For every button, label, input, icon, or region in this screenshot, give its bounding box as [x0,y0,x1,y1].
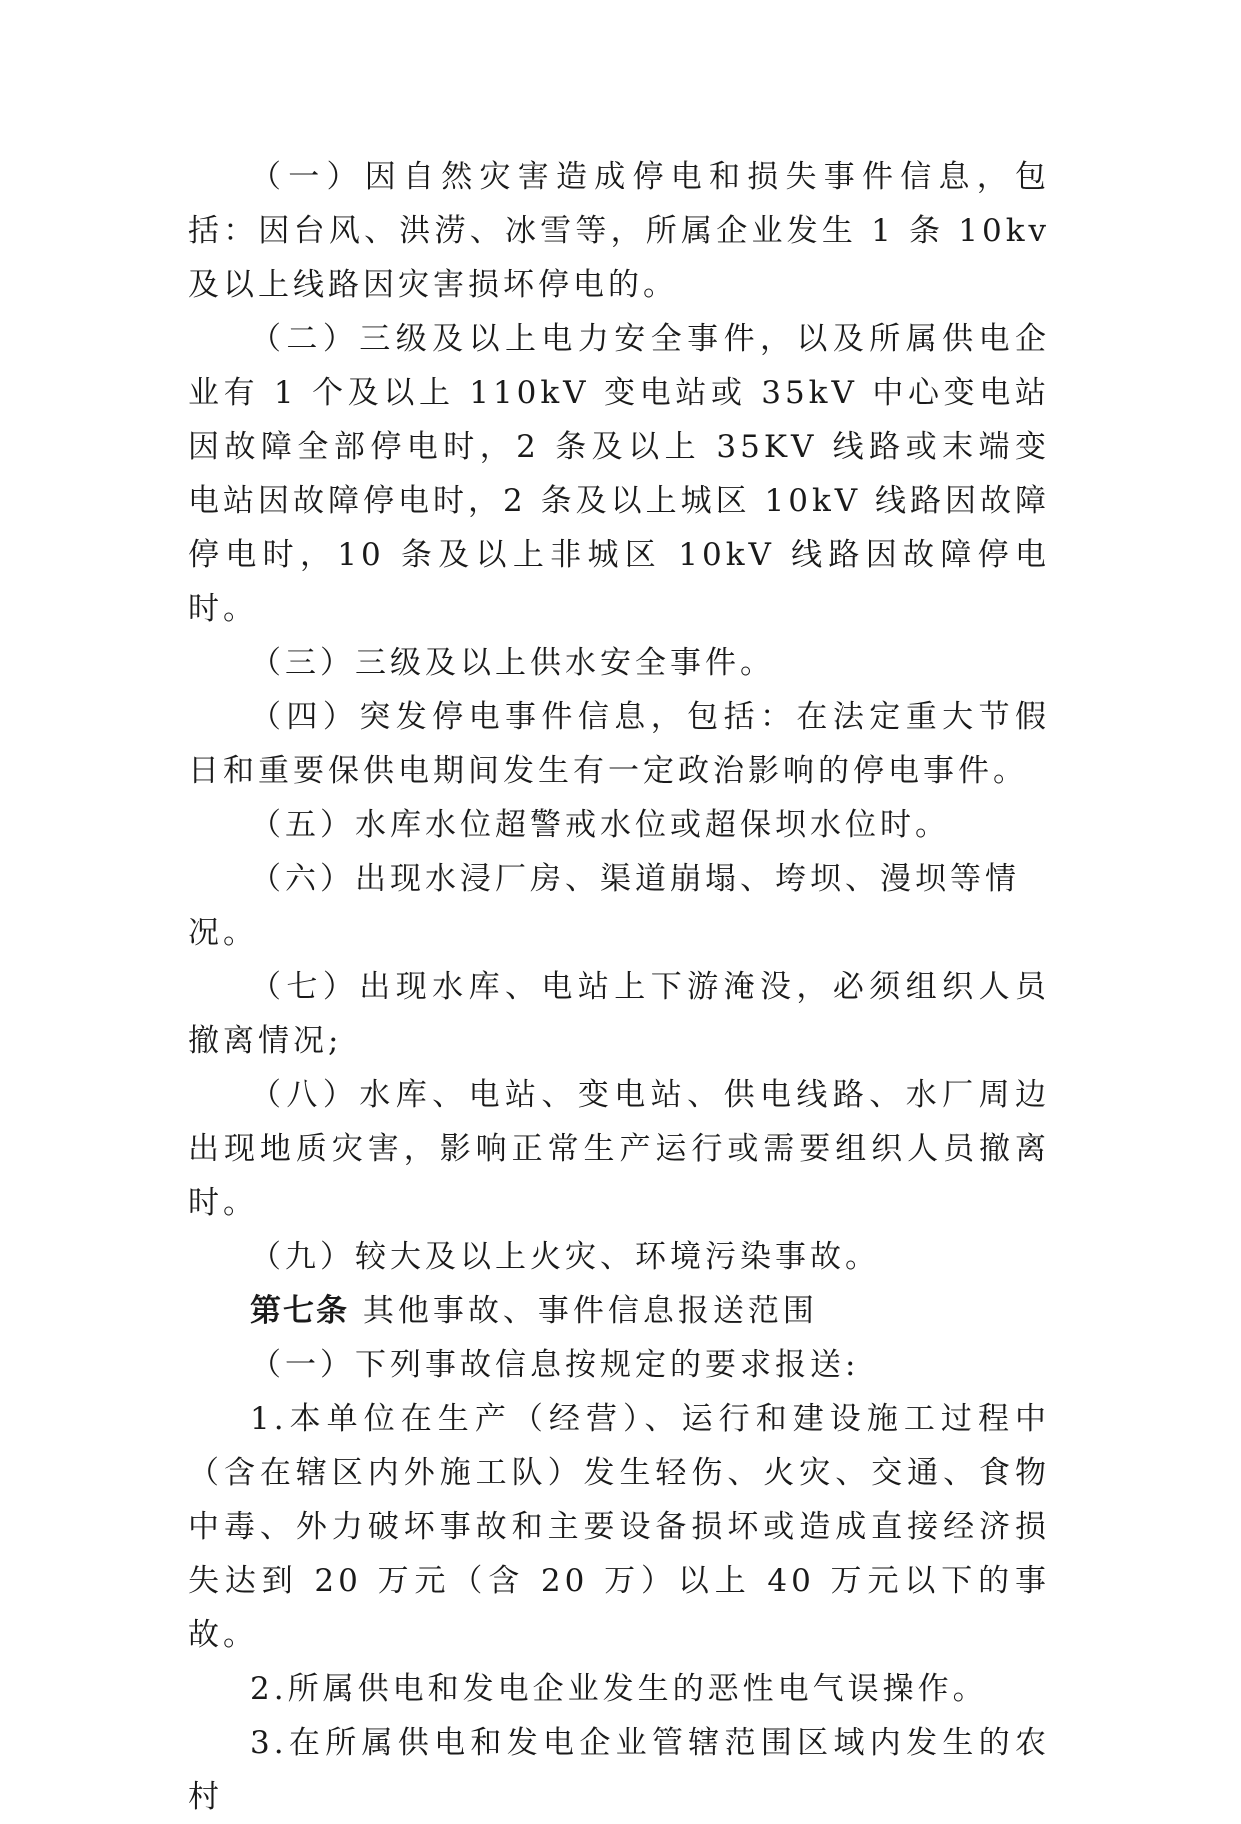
paragraph-evacuation: （七）出现水库、电站上下游淹没，必须组织人员撤离情况; [188,969,1050,1059]
paragraph-sudden-outage: （四）突发停电事件信息，包括：在法定重大节假日和重要保供电期间发生有一定政治影响的停电事件。 [188,699,1050,789]
paragraph-item-2: 2.所属供电和发电企业发生的恶性电气误操作。 [250,1671,988,1707]
document-body [188,150,1050,1824]
paragraph-water-supply-event: （三）三级及以上供水安全事件。 [250,645,775,681]
article-title: 其他事故、事件信息报送范围 [362,1293,818,1329]
article-heading: 第七条 [250,1293,349,1329]
paragraph-flooding: （六）出现水浸厂房、渠道崩塌、垮坝、漫坝等情况。 [188,861,1020,951]
paragraph-power-safety-event: （二）三级及以上电力安全事件，以及所属供电企业有 1 个及以上 110kV 变电站或 35kV 中心变电站因故障全部停电时，2 条及以上 35KV 线路或末端变电站因故障停电时，2 条及以上城区 10kV 线路因故障停电时，10 条及以上非城区 10kV 线路因故障停电时。 [188,321,1050,627]
article-seven [188,1284,1050,1338]
paragraph-geological-hazard: （八）水库、电站、变电站、供电线路、水厂周边出现地质灾害，影响正常生产运行或需要组织人员撤离时。 [188,1077,1050,1221]
paragraph-reporting-rules: （一）下列事故信息按规定的要求报送: [250,1347,860,1383]
paragraph-reservoir-level: （五）水库水位超警戒水位或超保坝水位时。 [250,807,950,843]
paragraph-fire-pollution: （九）较大及以上火灾、环境污染事故。 [250,1239,880,1275]
paragraph-item-3: 3.在所属供电和发电企业管辖范围区域内发生的农村 [188,1725,1050,1815]
paragraph-natural-disaster: （一）因自然灾害造成停电和损失事件信息，包括：因台风、洪涝、冰雪等，所属企业发生 1 条 10kv 及以上线路因灾害损坏停电的。 [188,159,1050,303]
paragraph-item-1: 1.本单位在生产（经营）、运行和建设施工过程中（含在辖区内外施工队）发生轻伤、火灾、交通、食物中毒、外力破坏事故和主要设备损坏或造成直接经济损失达到 20 万元（含 20 万）以上 40 万元以下的事故。 [188,1401,1050,1653]
